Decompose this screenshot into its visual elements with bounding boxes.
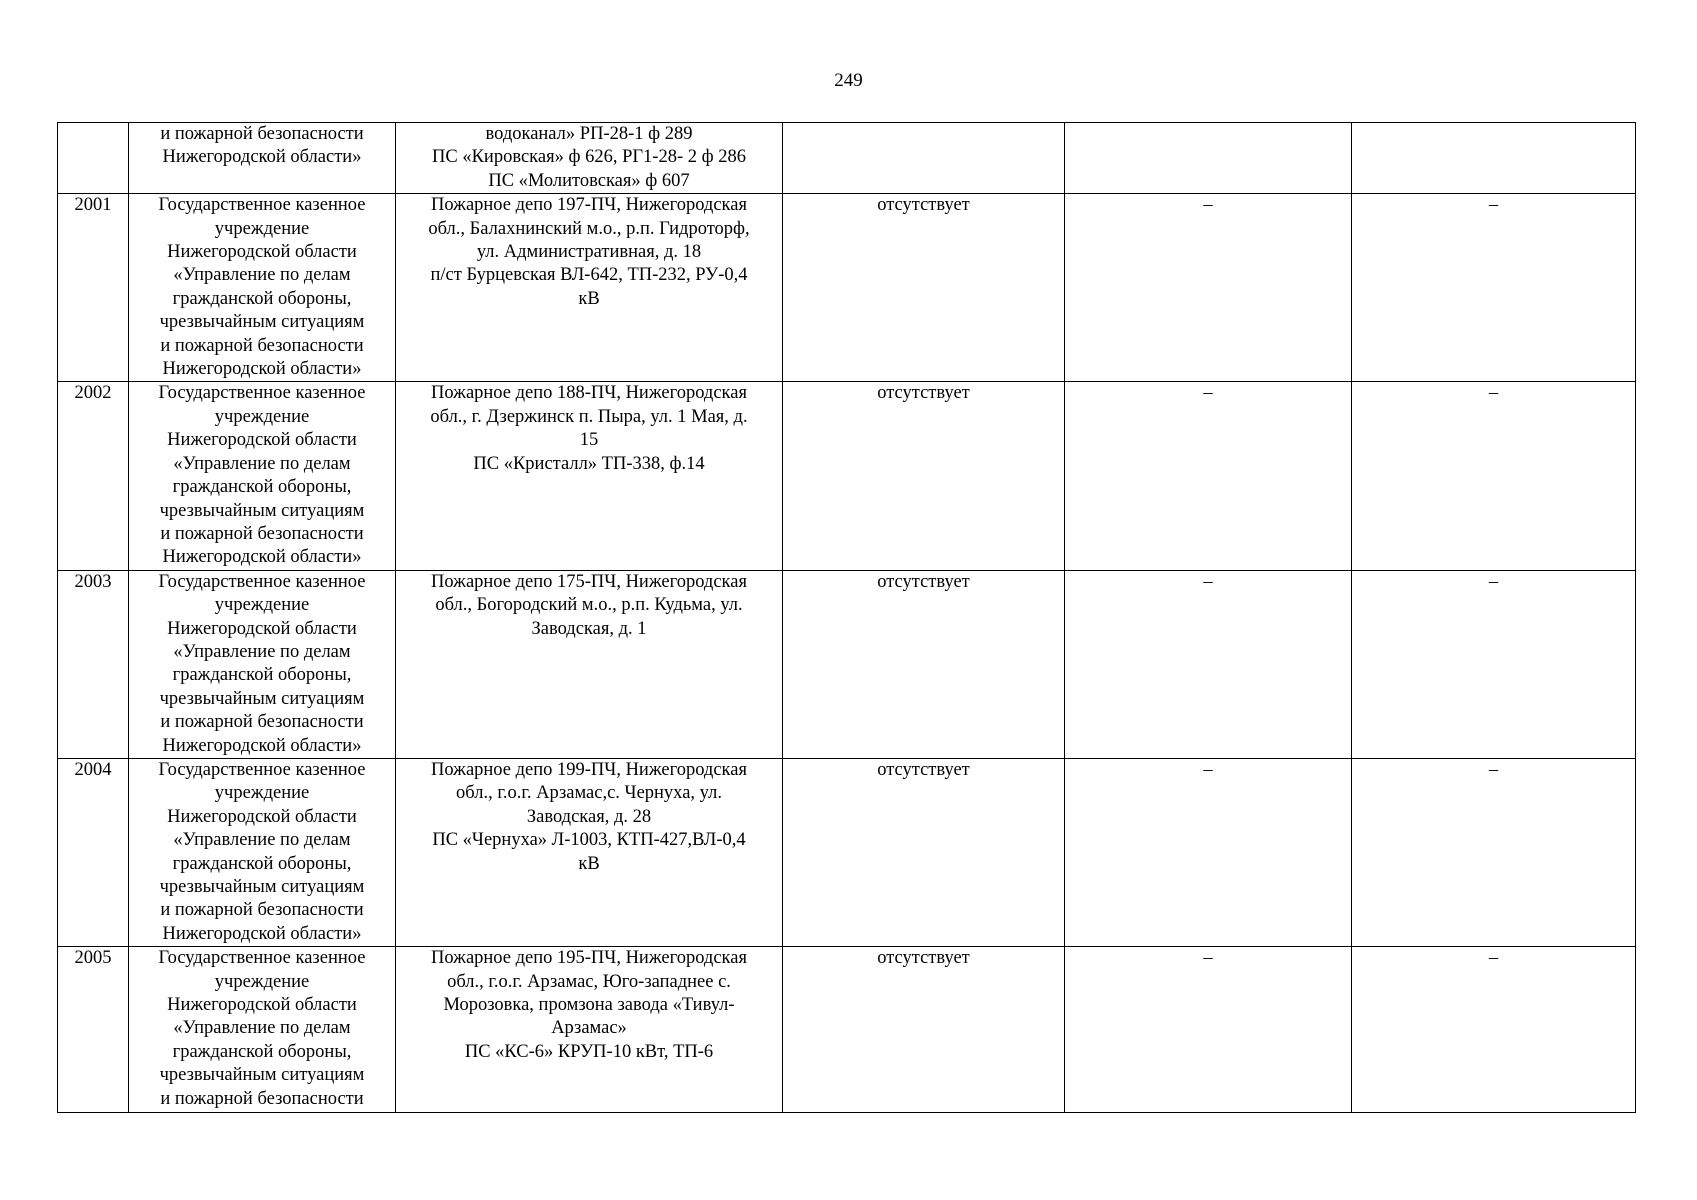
owner-line: Нижегородской области»: [162, 147, 362, 168]
address-line: ПС «Молитовская» ф 607: [488, 170, 690, 191]
number-cell: 2005: [58, 947, 129, 1113]
status-cell: отсутствует: [783, 570, 1065, 758]
status-cell: отсутствует: [783, 758, 1065, 946]
owner-line: гражданской обороны,: [172, 1041, 352, 1062]
address-line: Пожарное депо 175-ПЧ, Нижегородская: [431, 571, 747, 592]
owner-line: и пожарной безопасности: [160, 712, 364, 733]
table-row-continuation: [58, 123, 1636, 194]
owner-cell: [129, 123, 396, 194]
owner-line: Государственное казенное: [158, 759, 366, 780]
address-line: Морозовка, промзона завода «Тивул-: [443, 995, 735, 1016]
owner-line: гражданской обороны,: [172, 665, 352, 686]
col5-cell: –: [1065, 947, 1352, 1113]
col5-cell: [1065, 123, 1352, 194]
address-line: ПС «Кристалл» ТП-338, ф.14: [473, 453, 705, 474]
registry-table: [57, 122, 1636, 1113]
col6-cell: –: [1352, 758, 1636, 946]
address-line: Заводская, д. 28: [526, 806, 652, 827]
status-cell: отсутствует: [783, 382, 1065, 570]
owner-line: Нижегородской области»: [162, 735, 362, 756]
address-cell: [396, 194, 783, 382]
address-cell: [396, 947, 783, 1113]
col5-cell: –: [1065, 570, 1352, 758]
owner-line: Нижегородской области: [167, 242, 357, 263]
address-line: обл., Балахнинский м.о., р.п. Гидроторф,: [428, 218, 750, 239]
table-row: [58, 382, 1636, 570]
number-cell: 2004: [58, 758, 129, 946]
col5-cell: –: [1065, 382, 1352, 570]
address-line: Пожарное депо 195-ПЧ, Нижегородская: [431, 948, 747, 969]
owner-line: учреждение: [214, 595, 310, 616]
address-line: Заводская, д. 1: [531, 618, 647, 639]
status-cell: [783, 123, 1065, 194]
owner-line: Нижегородской области: [167, 430, 357, 451]
table-row: [58, 947, 1636, 1113]
col5-cell: –: [1065, 194, 1352, 382]
number-cell: 2001: [58, 194, 129, 382]
owner-line: Нижегородской области»: [162, 923, 362, 944]
owner-line: «Управление по делам: [173, 453, 351, 474]
owner-line: Нижегородской области: [167, 806, 357, 827]
owner-line: гражданской обороны,: [172, 477, 352, 498]
address-cell: [396, 382, 783, 570]
owner-line: Государственное казенное: [158, 383, 366, 404]
owner-line: «Управление по делам: [173, 265, 351, 286]
owner-line: Нижегородской области: [167, 618, 357, 639]
address-line: кВ: [578, 853, 600, 874]
address-line: п/ст Бурцевская ВЛ-642, ТП-232, РУ-0,4: [430, 265, 748, 286]
number-cell: 2003: [58, 570, 129, 758]
owner-line: Нижегородской области»: [162, 359, 362, 380]
address-line: ул. Административная, д. 18: [476, 242, 702, 263]
owner-line: «Управление по делам: [173, 1018, 351, 1039]
address-line: Пожарное депо 199-ПЧ, Нижегородская: [431, 759, 747, 780]
table-row: [58, 570, 1636, 758]
table-row: [58, 758, 1636, 946]
status-cell: отсутствует: [783, 194, 1065, 382]
owner-line: чрезвычайным ситуациям: [159, 1065, 365, 1086]
address-cell: [396, 758, 783, 946]
owner-line: и пожарной безопасности: [160, 124, 364, 144]
owner-line: чрезвычайным ситуациям: [159, 877, 365, 897]
col5-cell: –: [1065, 758, 1352, 946]
col6-cell: –: [1352, 382, 1636, 570]
number-cell: [58, 123, 129, 194]
table-row: [58, 194, 1636, 382]
owner-line: Нижегородской области»: [162, 547, 362, 568]
col6-cell: –: [1352, 570, 1636, 758]
address-line: ПС «КС-6» КРУП-10 кВт, ТП-6: [464, 1041, 714, 1062]
owner-line: и пожарной безопасности: [160, 1088, 364, 1109]
owner-line: Государственное казенное: [158, 948, 366, 969]
status-cell: отсутствует: [783, 947, 1065, 1113]
owner-line: учреждение: [214, 218, 310, 239]
owner-line: «Управление по делам: [173, 830, 351, 851]
owner-cell: [129, 758, 396, 946]
owner-line: учреждение: [214, 406, 310, 427]
address-line: обл., г.о.г. Арзамас,с. Чернуха, ул.: [456, 783, 722, 804]
owner-line: чрезвычайным ситуациям: [159, 312, 365, 333]
address-line: обл., г.о.г. Арзамас, Юго-западнее с.: [447, 971, 731, 992]
owner-line: гражданской обороны,: [172, 853, 352, 874]
owner-line: «Управление по делам: [173, 641, 351, 662]
address-line: водоканал» РП-28-1 ф 289: [485, 124, 693, 144]
address-line: кВ: [578, 288, 600, 309]
owner-line: Государственное казенное: [158, 571, 366, 592]
address-line: ПС «Чернуха» Л-1003, КТП-427,ВЛ-0,4: [432, 830, 746, 851]
address-cell: [396, 123, 783, 194]
owner-line: и пожарной безопасности: [160, 523, 364, 544]
owner-cell: [129, 570, 396, 758]
address-line: ПС «Кировская» ф 626, РГ1-28- 2 ф 286: [432, 147, 746, 168]
owner-line: чрезвычайным ситуациям: [159, 688, 365, 709]
owner-line: Нижегородской области: [167, 995, 357, 1016]
owner-cell: [129, 947, 396, 1113]
col6-cell: [1352, 123, 1636, 194]
address-line: Пожарное депо 188-ПЧ, Нижегородская: [431, 383, 747, 404]
address-line: Арзамас»: [551, 1018, 627, 1039]
address-cell: [396, 570, 783, 758]
owner-line: учреждение: [214, 783, 310, 804]
owner-line: чрезвычайным ситуациям: [159, 500, 365, 521]
owner-line: и пожарной безопасности: [160, 900, 364, 921]
number-cell: 2002: [58, 382, 129, 570]
address-line: Пожарное депо 197-ПЧ, Нижегородская: [431, 195, 747, 216]
owner-line: учреждение: [214, 971, 310, 992]
owner-line: и пожарной безопасности: [160, 335, 364, 356]
address-line: обл., г. Дзержинск п. Пыра, ул. 1 Мая, д.: [430, 406, 748, 427]
page-number: 249: [834, 70, 863, 91]
owner-line: Государственное казенное: [158, 195, 366, 216]
address-line: обл., Богородский м.о., р.п. Кудьма, ул.: [435, 595, 743, 616]
owner-cell: [129, 194, 396, 382]
col6-cell: –: [1352, 947, 1636, 1113]
col6-cell: –: [1352, 194, 1636, 382]
owner-cell: [129, 382, 396, 570]
owner-line: гражданской обороны,: [172, 288, 352, 309]
address-line: 15: [579, 430, 599, 451]
